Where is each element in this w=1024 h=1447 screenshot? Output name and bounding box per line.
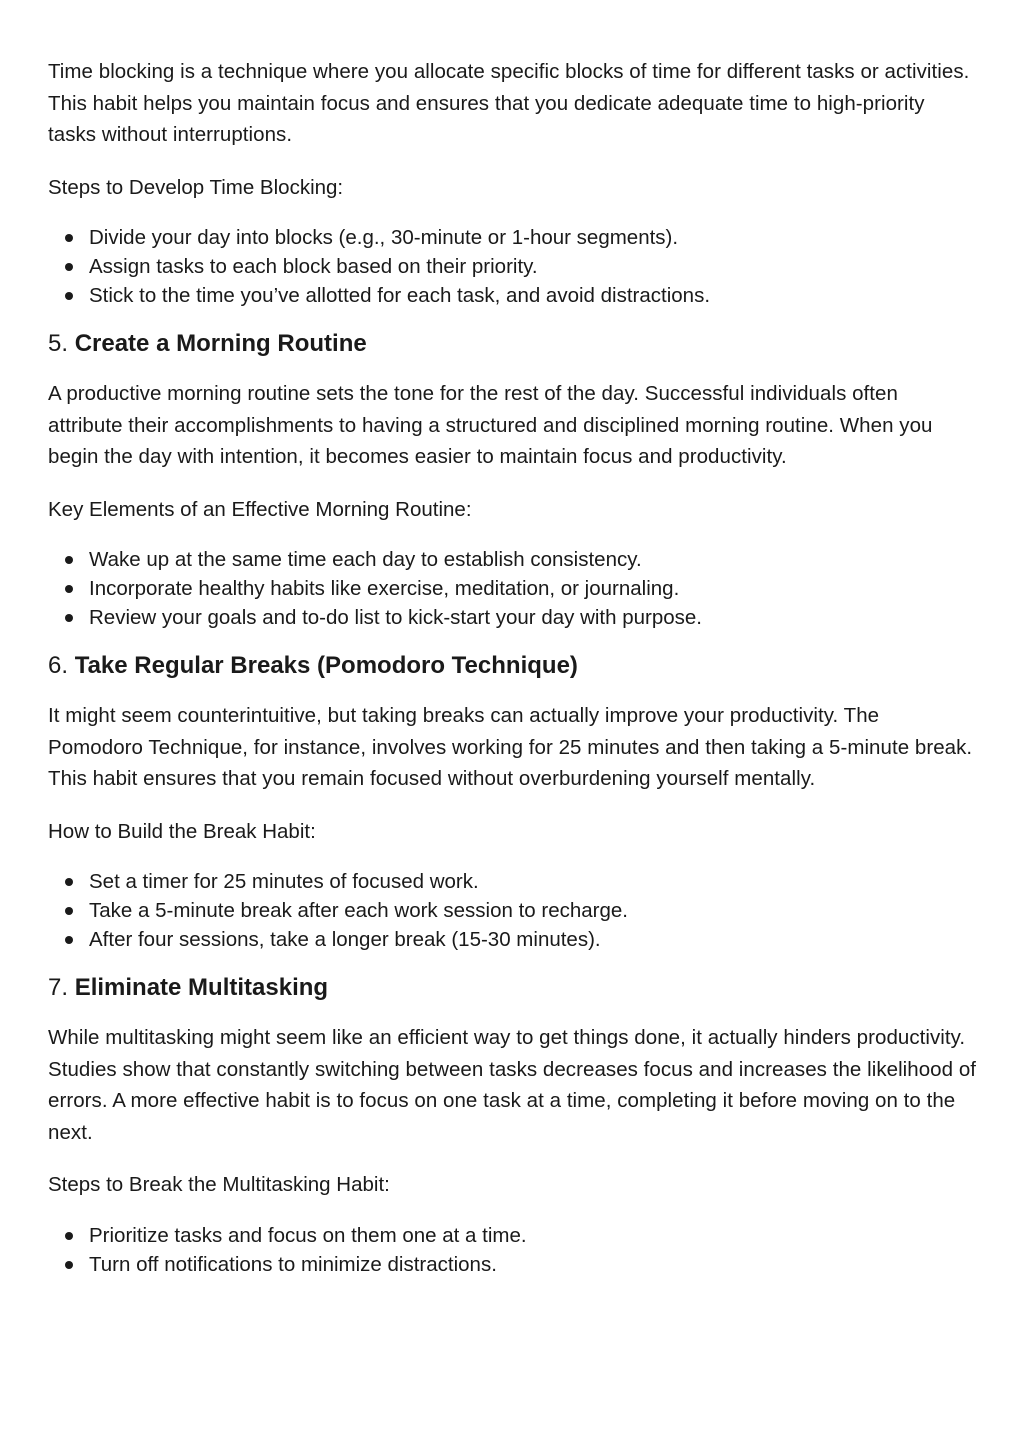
- bullet-dot-icon: [65, 1261, 73, 1269]
- list-item-text: Take a 5-minute break after each work session to recharge.: [89, 899, 628, 922]
- list-item: [48, 574, 978, 603]
- section-heading-morning-routine: [48, 328, 978, 360]
- bullet-dot-icon: [65, 936, 73, 944]
- list-item: [48, 867, 978, 896]
- list-item-text: Divide your day into blocks (e.g., 30-minute or 1-hour segments).: [89, 226, 679, 249]
- bullet-dot-icon: [65, 878, 73, 886]
- list-item-text: Assign tasks to each block based on their priority.: [89, 255, 538, 278]
- section-lead: How to Build the Break Habit:: [48, 819, 316, 843]
- section-number: 5.: [48, 330, 69, 357]
- bullet-dot-icon: [65, 614, 73, 622]
- section-title: Create a Morning Routine: [74, 330, 367, 357]
- list-item: [48, 603, 978, 632]
- list-item-text: Turn off notifications to minimize distractions.: [89, 1252, 497, 1276]
- list-item-text: Wake up at the same time each day to establish consistency.: [89, 548, 642, 571]
- list-item: [48, 896, 978, 925]
- section-lead: Steps to Break the Multitasking Habit:: [48, 1173, 390, 1196]
- bullet-dot-icon: [65, 263, 73, 271]
- bullet-dot-icon: [65, 292, 73, 300]
- list-item-text: After four sessions, take a longer break (15-30 minutes).: [89, 928, 601, 951]
- section-bullet-list: [48, 867, 978, 954]
- section-bullet-list: [48, 545, 978, 632]
- bullet-dot-icon: [65, 556, 73, 564]
- bullet-dot-icon: [65, 585, 73, 593]
- section-heading-regular-breaks: [48, 650, 978, 682]
- section-paragraph: A productive morning routine sets the tone for the rest of the day. Successful individuals often attribute their accomplishments to having a structured and disciplined morning routine. When you begin the day with intention, it becomes easier to maintain focus and productivity.: [48, 382, 933, 468]
- section-title: Eliminate Multitasking: [74, 974, 329, 1001]
- list-item: [48, 1221, 978, 1250]
- document-page: [48, 56, 978, 1297]
- section-paragraph: It might seem counterintuitive, but taking breaks can actually improve your productivity. The Pomodoro Technique, for instance, involves working for 25 minutes and then taking a 5-minute break. This habit ensures that you remain focused without overburdening yourself mentally.: [48, 704, 973, 790]
- list-item: [48, 223, 978, 252]
- list-item: [48, 1250, 978, 1279]
- section-heading-eliminate-multitasking: [48, 972, 978, 1004]
- intro-lead: Steps to Develop Time Blocking:: [48, 175, 344, 199]
- list-item-text: Prioritize tasks and focus on them one at a time.: [89, 1223, 527, 1247]
- list-item: [48, 252, 978, 281]
- list-item: [48, 925, 978, 954]
- list-item-text: Incorporate healthy habits like exercise, meditation, or journaling.: [89, 577, 680, 600]
- list-item: [48, 545, 978, 574]
- section-bullet-list: [48, 1221, 978, 1279]
- bullet-dot-icon: [65, 1232, 73, 1240]
- list-item: [48, 281, 978, 310]
- section-paragraph: While multitasking might seem like an efficient way to get things done, it actually hinders productivity. Studies show that constantly switching between tasks decreases focus and increases the likelihood of errors. A more effective habit is to focus on one task at a time, completing it before moving on to the next.: [48, 1026, 977, 1144]
- bullet-dot-icon: [65, 907, 73, 915]
- section-number: 7.: [48, 974, 69, 1001]
- intro-paragraph: Time blocking is a technique where you allocate specific blocks of time for different tasks or activities. This habit helps you maintain focus and ensures that you dedicate adequate time to high-priority tasks without interruptions.: [48, 60, 970, 146]
- list-item-text: Set a timer for 25 minutes of focused work.: [89, 870, 479, 893]
- intro-bullet-list: [48, 223, 978, 310]
- section-lead: Key Elements of an Effective Morning Routine:: [48, 497, 472, 521]
- list-item-text: Review your goals and to-do list to kick-start your day with purpose.: [89, 606, 702, 629]
- bullet-dot-icon: [65, 234, 73, 242]
- section-title: Take Regular Breaks (Pomodoro Technique): [74, 652, 578, 679]
- list-item-text: Stick to the time you’ve allotted for each task, and avoid distractions.: [89, 284, 711, 307]
- section-number: 6.: [48, 652, 69, 679]
